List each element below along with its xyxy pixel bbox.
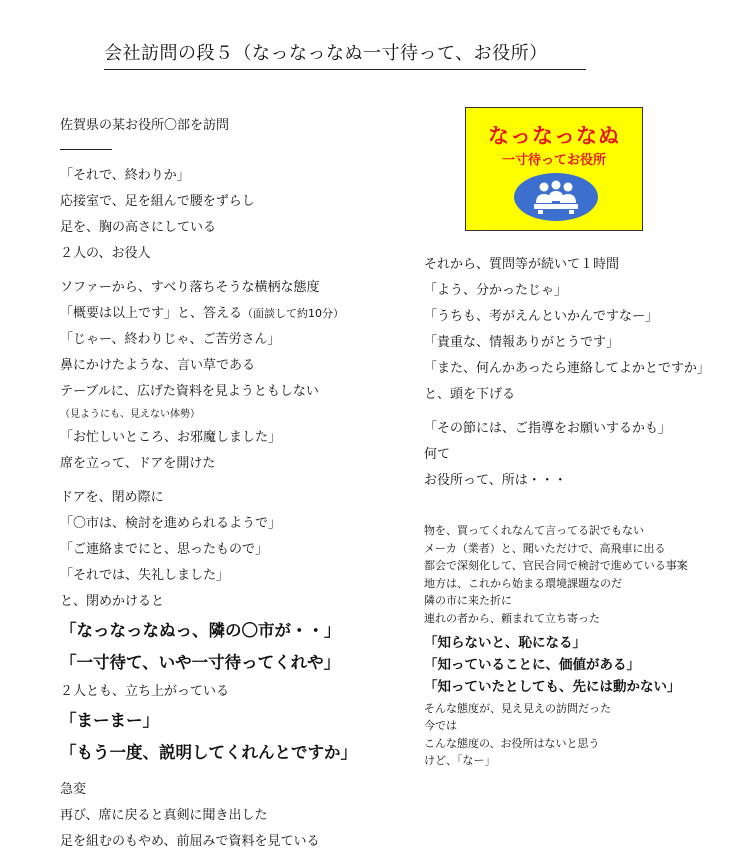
text-line: と、閉めかけると	[60, 594, 165, 609]
text-line: 急変	[60, 782, 87, 797]
note-span: （面談して約10分）	[242, 307, 345, 320]
text-line: 「よう、分かったじゃ」	[424, 283, 568, 298]
small-text-line: 今では	[424, 719, 457, 733]
small-text-line: メーカ（業者）と、聞いただけで、高飛車に出る	[424, 541, 666, 555]
text-line: お役所って、所は・・・	[424, 473, 567, 488]
text-line: 足を組むのもやめ、前屈みで資料を見ている	[60, 834, 320, 849]
emphasis-line: 「なっなっなぬっ、隣の〇市が・・」	[60, 621, 341, 640]
text-line: ２人の、お役人	[60, 246, 151, 261]
logo-box	[465, 107, 643, 231]
small-text-line: 連れの者から、頼まれて立ち寄った	[424, 611, 600, 625]
left-column	[60, 113, 357, 855]
text-span: 「概要は以上です」と、答える	[60, 306, 243, 321]
emphasis-line: 「もう一度、説明してくれんとですか」	[60, 743, 357, 762]
small-text-line: けど、「なー」	[424, 754, 496, 768]
text-line: 足を、胸の高さにしている	[60, 220, 217, 235]
small-text-line: そんな態度が、見え見えの訪問だった	[424, 701, 611, 715]
text-line: 「うちも、考がえんといかんですなー」	[424, 309, 659, 324]
text-line: ソファーから、すべり落ちそうな横柄な態度	[60, 280, 320, 295]
text-line: ドアを、閉め際に	[60, 490, 164, 505]
right-column	[424, 252, 710, 770]
text-line: 「その節には、ご指導をお願いするかも」	[424, 421, 672, 436]
text-line: テーブルに、広げた資料を見ようともしない	[60, 384, 319, 399]
text-line	[60, 301, 357, 327]
page-title: 会社訪問の段５（なっなっなぬ一寸待って、お役所）	[104, 42, 586, 70]
meeting-people-icon	[514, 173, 598, 221]
text-line: 鼻にかけたような、言い草である	[60, 358, 256, 373]
text-line: それから、質問等が続いて１時間	[424, 257, 620, 272]
emphasis-line: 「知らないと、恥になる」	[424, 634, 586, 651]
text-line: 何て	[424, 447, 451, 462]
emphasis-line: 「一寸待て、いや一寸待ってくれや」	[60, 653, 341, 672]
logo-subtitle: 一寸待ってお役所	[501, 153, 606, 168]
text-line: 「〇市は、検討を進められるようで」	[60, 516, 282, 531]
small-text-line: 都会で深刻化して、官民合同で検討で進めている事案	[424, 559, 688, 573]
text-line: 「貴重な、情報ありがとうです」	[424, 335, 620, 350]
text-line: 「また、何んかあったら連絡してよかとですか」	[424, 361, 710, 376]
separator-line: ――――	[60, 142, 112, 157]
small-text-line: こんな態度の、お役所はないと思う	[424, 736, 600, 750]
emphasis-line: 「知っていたとしても、先には動かない」	[424, 678, 681, 695]
text-line: 「じゃー、終わりじゃ、ご苦労さん」	[60, 332, 281, 347]
small-text-line: 隣の市に来た折に	[424, 594, 512, 608]
text-line: 席を立って、ドアを開けた	[60, 456, 216, 471]
note-line: （見ようにも、見えない体勢）	[60, 409, 200, 420]
text-line: 応接室で、足を組んで腰をずらし	[60, 194, 255, 209]
text-line: 「お忙しいところ、お邪魔しました」	[60, 430, 282, 445]
text-line: 再び、席に戻ると真剣に聞き出した	[60, 808, 268, 823]
emphasis-line: 「まーまー」	[60, 711, 159, 730]
logo-title: なっなっなぬ	[488, 124, 620, 148]
text-line: 「それでは、失礼しました」	[60, 568, 230, 583]
text-line: と、頭を下げる	[424, 387, 516, 402]
text-line: ２人とも、立ち上がっている	[60, 684, 230, 699]
small-text-line: 地方は、これから始まる環境課題なのだ	[424, 576, 622, 590]
text-line: 「ご連絡までにと、思ったもので」	[60, 542, 269, 557]
text-line: 「それで、終わりか」	[60, 168, 190, 183]
emphasis-line: 「知っていることに、価値がある」	[424, 656, 640, 673]
text-line: 佐賀県の某お役所〇部を訪問	[60, 118, 230, 133]
small-text-line: 物を、買ってくれなんて言ってる訳でもない	[424, 524, 644, 537]
